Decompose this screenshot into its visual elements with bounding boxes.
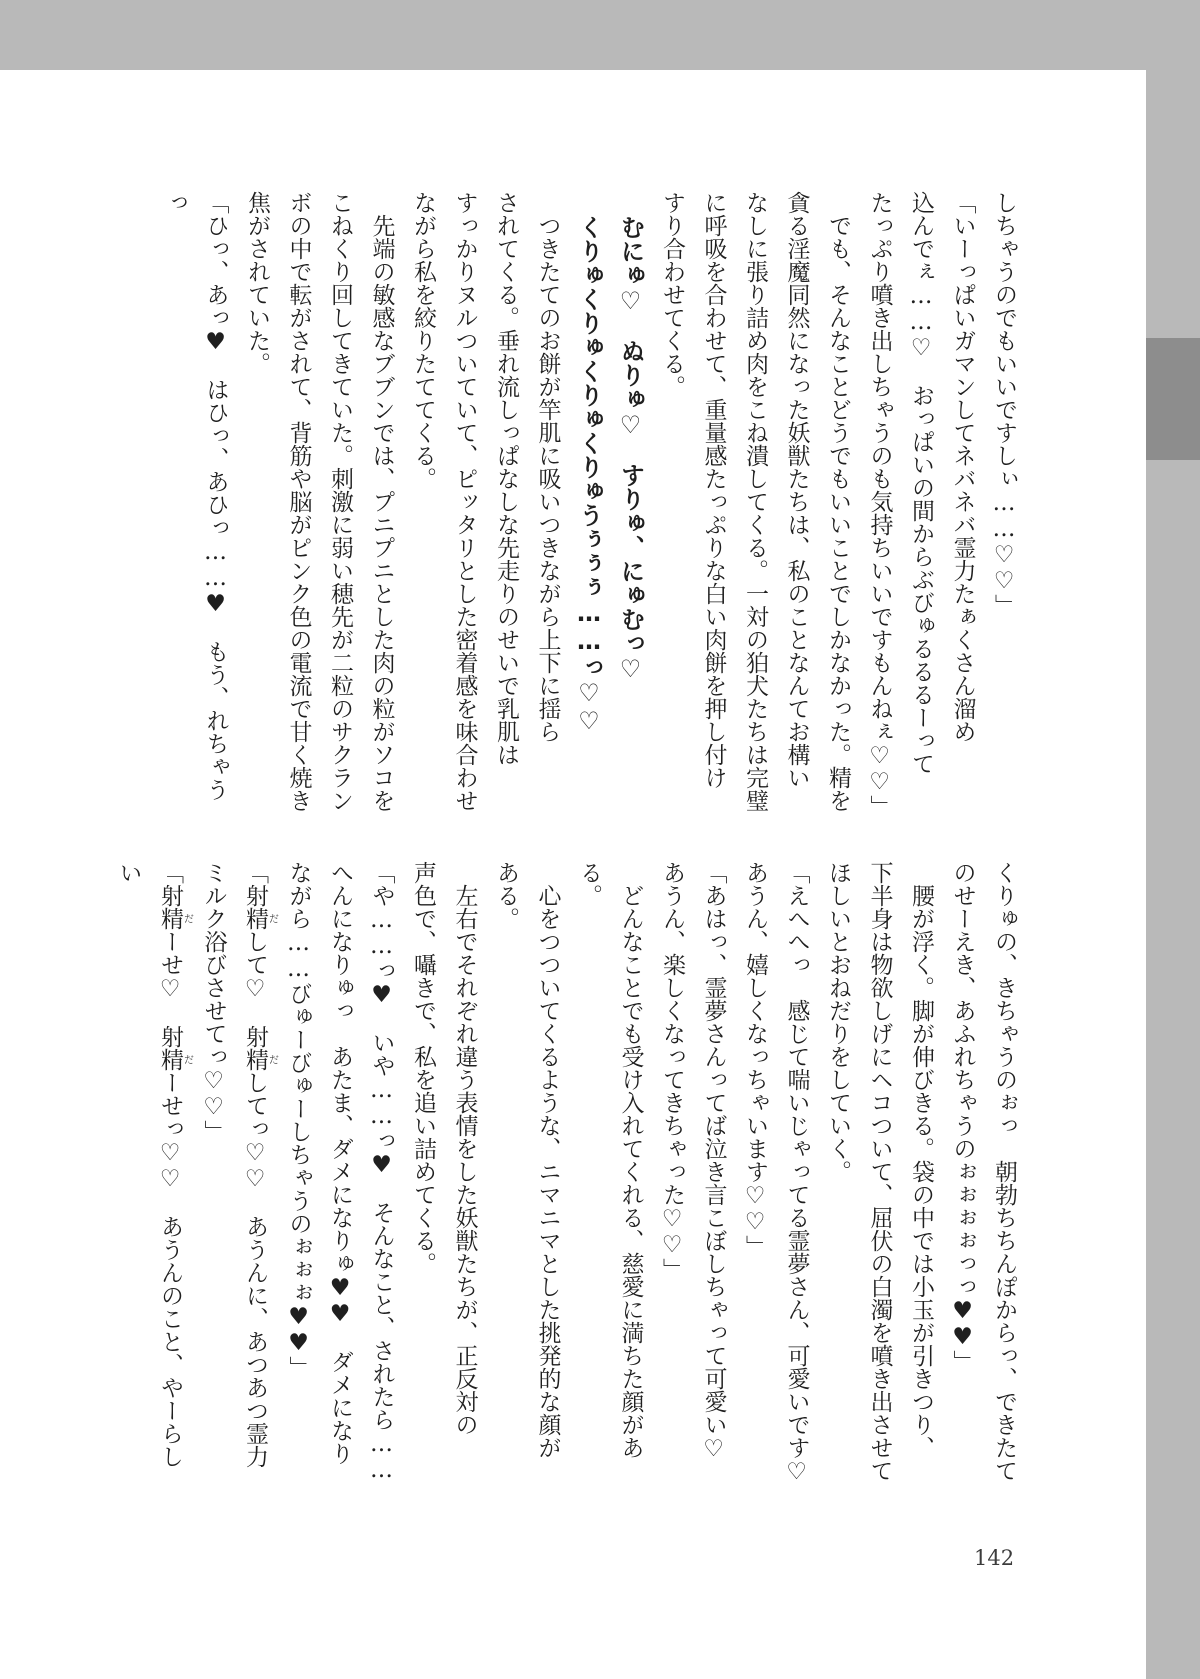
- text-column: 心をつついてくるような、ニマニマとした挑発的な顔が: [534, 884, 561, 1459]
- text-column: ながら……びゅーびゅーしちゃうのぉぉぉ♥♥」: [285, 861, 312, 1379]
- text-column: 「や……っ♥ いや……っ♥ そんなこと、されたら……: [368, 861, 395, 1483]
- text-column: すり合わせてくる。: [659, 191, 685, 398]
- page-number: 142: [974, 1546, 1015, 1570]
- top-gray-band: [0, 0, 1200, 70]
- text-column: 「射精だして♡ 射精だしてっ♡♡ あうんに、あつあつ霊力: [242, 861, 278, 1468]
- text-column: 左右でそれぞれ違う表情をした妖獣たちが、正反対の: [451, 884, 478, 1436]
- text-column: くりゅの、きちゃうのぉっ 朝勃ちちんぽからっ、できたて: [991, 861, 1017, 1482]
- scrollbar-track[interactable]: [1146, 0, 1200, 1679]
- text-column: むにゅ♡ ぬりゅ♡ すりゅ、にゅむっ♡: [616, 215, 645, 683]
- text-column: ボの中で転がされて、背筋や脳がピンク色の電流で甘く焼き: [285, 191, 312, 812]
- text-column: 込んでぇ……♡ おっぱいの間からぶびゅるるるーって: [908, 191, 934, 775]
- text-column: 焦がされていた。: [244, 191, 270, 375]
- text-column: 「えへへっ 感じて喘いじゃってる霊夢さん、可愛いです♡: [783, 861, 810, 1485]
- text-column: 下半身は物欲しげにヘコついて、屈伏の白濁を噴き出させて: [866, 861, 893, 1482]
- text-column: 声色で、囁きで、私を追い詰めてくる。: [410, 861, 436, 1275]
- text-column: されてくる。垂れ流しっぱなしな先走りのせいで乳肌は: [493, 191, 519, 766]
- text-column: くりゅくりゅくりゅくりゅうぅぅぅ……っ♡♡: [575, 215, 603, 735]
- text-column: 「いーっぱいガマンしてネバネバ霊力たぁくさん溜め: [949, 191, 976, 743]
- text-column: でも、そんなことどうでもいいことでしかなかった。精を: [825, 214, 851, 812]
- text-column: 腰が浮く。脚が伸びきる。袋の中では小玉が引きつり、: [908, 884, 934, 1459]
- text-column: たっぷり噴き出しちゃうのも気持ちいいですもんねぇ♡♡」: [866, 191, 893, 818]
- text-column: あうん、嬉しくなっちゃいます♡♡」: [742, 861, 768, 1258]
- text-column: へんになりゅっ あたま、ダメになりゅ♥♥ ダメになり: [327, 861, 353, 1465]
- text-column: 貪る淫魔同然になった妖獣たちは、私のことなんてお構い: [783, 191, 810, 789]
- text-column: つきたてのお餅が竿肌に吸いつきながら上下に揺ら: [534, 214, 561, 743]
- text-column: あうん、楽しくなってきちゃった♡♡」: [659, 861, 685, 1281]
- text-column: ほしいとおねだりをしていく。: [825, 861, 851, 1183]
- text-column: しちゃうのでもいいですしぃ……♡♡」: [991, 191, 1017, 617]
- text-block-bottom: [107, 861, 1024, 1486]
- text-column: のせーえき、あふれちゃうのぉぉぉぉっっ♥♥」: [949, 861, 976, 1373]
- scrollbar-thumb[interactable]: [1146, 338, 1200, 460]
- text-column: なしに張り詰め肉をこね潰してくる。一対の狛犬たちは完璧: [742, 191, 768, 812]
- text-column: 先端の敏感なブブンでは、プニプニとした肉の粒がソコを: [368, 214, 395, 812]
- text-column: ミルク浴びさせてっ♡♡」: [200, 861, 227, 1143]
- text-column: 「あはっ、霊夢さんってば泣き言こぼしちゃって可愛い♡: [700, 861, 727, 1462]
- text-column: どんなことでも受け入れてくれる、慈愛に満ちた顔がある。: [576, 861, 644, 1459]
- text-block-top: [153, 191, 1025, 816]
- text-column: に呼吸を合わせて、重量感たっぷりな白い肉餅を押し付け: [700, 191, 727, 789]
- text-column: こねくり回してきていた。刺激に弱い穂先が二粒のサクラン: [327, 191, 353, 812]
- text-column: すっかりヌルついていて、ピッタリとした密着感を味合わせ: [451, 191, 478, 812]
- text-column: 「射精だーせ♡ 射精だーせっ♡♡ あうんのこと、やーらしい: [115, 861, 193, 1468]
- text-column: ながら私を絞りたててくる。: [410, 191, 436, 490]
- text-column: 「ひっ、あっ♥ はひっ、あひっ……♥ もう、れちゃうっ: [161, 191, 229, 801]
- text-column: ある。: [493, 861, 519, 930]
